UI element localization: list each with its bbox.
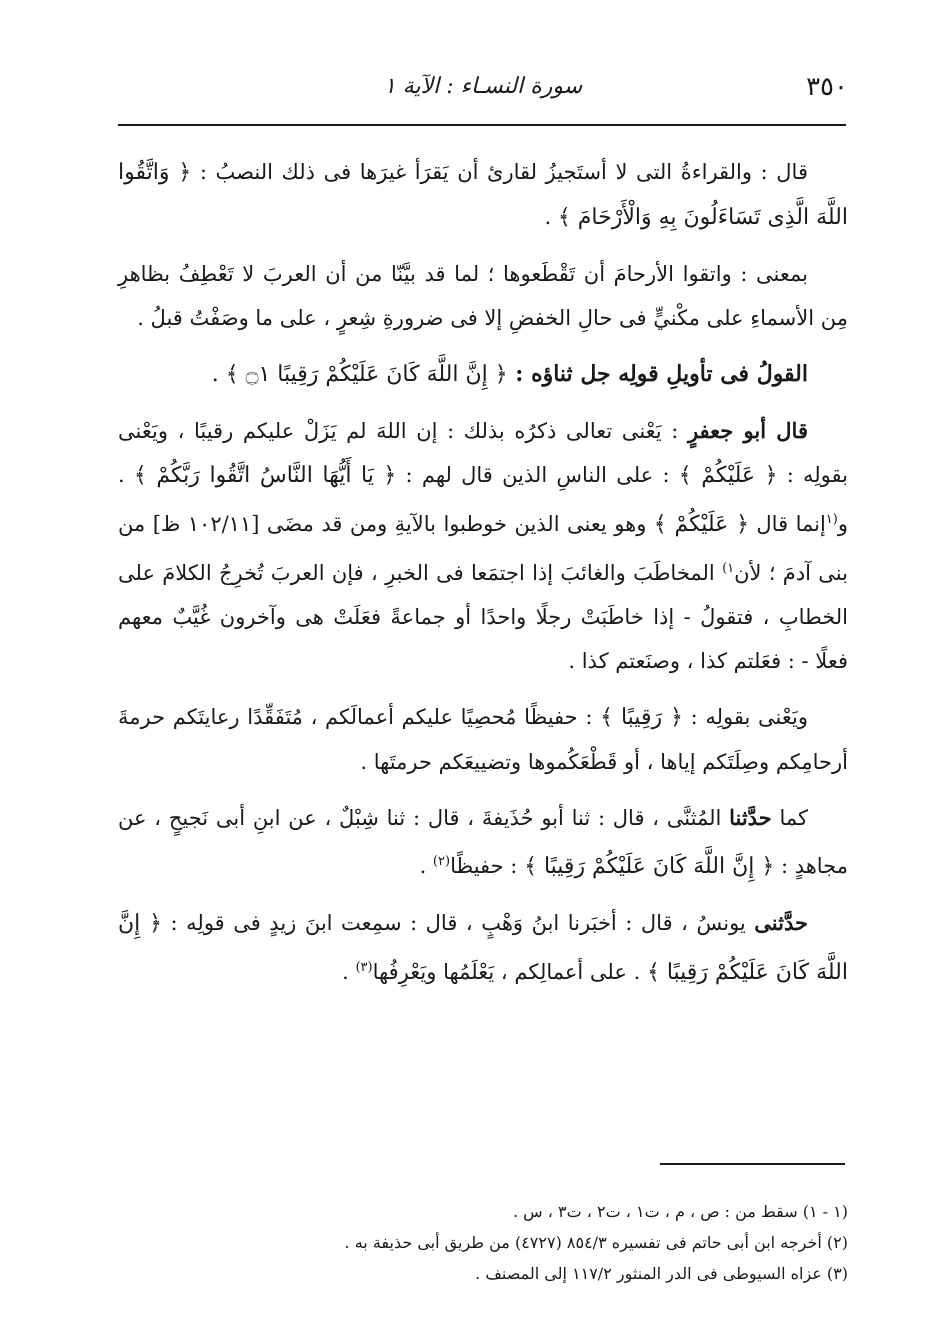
footnote-marker: (٢) <box>432 854 451 869</box>
footnote-1: (١ - ١) سقط من : ص ، م ، ت١ ، ت٢ ، ت٣ ، س . <box>512 1202 848 1221</box>
quran-verse: ﴿ وَاتَّقُوا اللَّهَ الَّذِى تَسَاءَلُونَ بِهِ وَالْأَرْحَامَ ﴾ <box>118 160 848 230</box>
main-text <box>118 150 848 1007</box>
footnote-2: (٢) أخرجه ابن أبى حاتم فى تفسيره ٨٥٤/٣ (٤٧٢٧) من طريق أبى حذيفة به . <box>344 1233 848 1252</box>
text-run: ويَعْنى بقولِه : <box>682 705 808 729</box>
text-run: قال : والقراءةُ التى لا أستَجيزُ لقارئ أن يَقرَأ غيرَها فى ذلك النصبُ : <box>191 160 808 184</box>
quran-verse: ﴿ إِنَّ اللَّهَ كَانَ عَلَيْكُمْ رَقِيبًا ۝١ ﴾ <box>225 362 508 387</box>
text-run: : على الناسِ الذين قال لهم : <box>396 463 679 487</box>
footnote-rule <box>660 1163 845 1165</box>
text-run: بمعنى : واتقوا الأرحامَ أن تَقْطَعوها ؛ لما قد بيَّنّا من أن العربَ لا تَعْطِفُ بظاهرِ مِن الأسماءِ على مكْنيٍّ فى حالِ الخفضِ إلا فى ضرورةِ شِعرٍ ، على ما وصَفْتُ قبلُ . <box>118 262 848 330</box>
text-run: . <box>419 854 433 878</box>
running-title: سورة النسـاء : الآية ١ <box>383 74 583 99</box>
footnote-marker: ١) <box>722 561 735 576</box>
quran-verse: ﴿ إِنَّ اللَّهَ كَانَ عَلَيْكُمْ رَقِيبًا ﴾ <box>524 854 775 879</box>
text-run: . <box>544 205 558 229</box>
quran-verse: ﴿ عَلَيْكُمْ ﴾ <box>653 512 749 537</box>
text-run: يونسُ ، قال : أخبَرنا ابنُ وَهْبٍ ، قال : سمِعت ابنَ زيدٍ فى قولِه : <box>162 911 755 935</box>
paragraph <box>118 796 848 889</box>
quran-verse: ﴿ إِنَّ اللَّهَ كَانَ عَلَيْكُمْ رَقِيبًا ﴾ <box>118 911 848 985</box>
paragraph <box>118 409 848 683</box>
text-run: . <box>211 362 226 387</box>
quran-verse: ﴿ رَقِيبًا ﴾ <box>600 705 683 730</box>
paragraph <box>118 150 848 240</box>
paragraph <box>118 901 848 995</box>
text-run: المُثنَّى ، قال : ثنا أبو حُذَيفةَ ، قال : ثنا شِبْلٌ ، عن ابنِ أبى نَجيحٍ ، عن مجاهدٍ : <box>118 806 848 878</box>
text-run: : حفيظًا <box>450 854 525 878</box>
page-header <box>118 72 848 106</box>
footnote-3: (٣) عزاه السيوطى فى الدر المنثور ١١٧/٢ إلى المصنف . <box>475 1264 848 1283</box>
text-run: كما <box>771 806 808 830</box>
footnotes <box>118 1196 848 1289</box>
text-run: وهو يعنى الذين خوطبوا بالآيةِ ومن قد مضَى [١٠٢/١١ ظ] من بنى آدمَ ؛ لأن <box>118 512 848 585</box>
footnote-marker: (٣) <box>355 960 373 975</box>
text-run: . <box>342 960 356 984</box>
text-run: القولُ فى تأويلِ قولِه جل ثناؤه : <box>507 361 808 387</box>
text-run: حدَّثنى <box>754 910 808 935</box>
footnote-marker: (١ <box>825 512 838 527</box>
section-heading <box>118 352 848 397</box>
quran-verse: ﴿ يَا أَيُّهَا النَّاسُ اتَّقُوا رَبَّكُمْ ﴾ <box>133 463 397 488</box>
text-run: إنما قال <box>748 512 826 536</box>
text-run: . و <box>118 463 849 536</box>
text-run: : حفيظًا مُحصِيًا عليكم أعمالَكم ، مُتَفَقِّدًا رعايتَكم حرمةَ أرحامِكم وصِلَتَكم إياها ، أو قَطْعَكُموها وتضييعَكم حرمتَها . <box>118 705 848 774</box>
header-rule <box>118 124 846 126</box>
quran-verse: ﴿ عَلَيْكُمْ ﴾ <box>678 463 778 488</box>
text-run: المخاطَبَ والغائبَ إذا اجتمَعا فى الخبرِ ، فإن العربَ تُخرِجُ الكلامَ على الخطابِ ، فتقولُ - إذا خاطَبَتْ رجلًا واحدًا أو جماعةً فعَلَتْ هى وآخرون غُيَّبٌ معهم فعلًا - : فعَلتم كذا ، وصنَعتم كذا . <box>118 561 848 673</box>
text-run: قال أبو جعفرٍ <box>687 418 808 443</box>
text-run: : يَعْنى تعالى ذكرُه بذلك : إن اللهَ لم يَزَلْ عليكم رقيبًا ، ويَعْنى بقولِه : <box>118 419 848 487</box>
text-run: . على أعمالِكم ، يَعْلَمُها ويَعْرِفُها <box>372 960 647 984</box>
page-number: ٣٥٠ <box>806 72 848 102</box>
paragraph <box>118 695 848 784</box>
text-run: حدَّثنا <box>729 805 772 830</box>
paragraph <box>118 252 848 340</box>
